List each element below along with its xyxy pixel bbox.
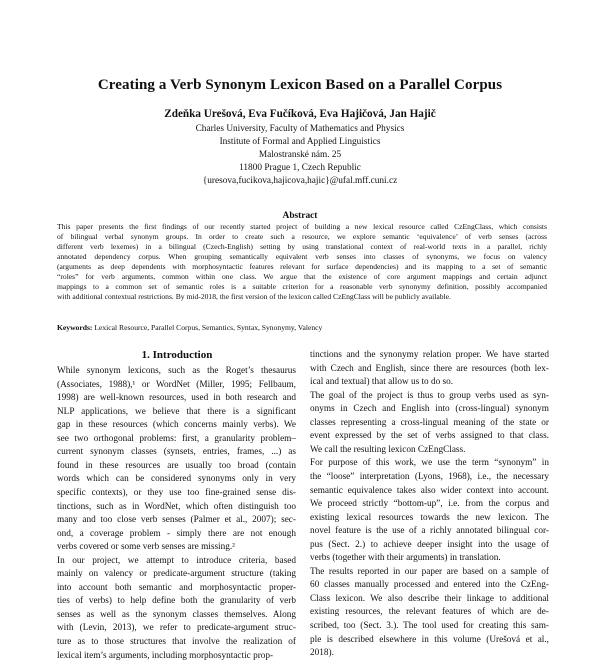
abstract-line: This paper presents the first findings of our recently started project of building a new lexical resource called CzEngClass, which consists (57, 222, 547, 231)
left-column-line: verbs covered or some verb senses are missing.² (57, 542, 235, 553)
affiliation-line: Charles University, Faculty of Mathematics and Physics (195, 124, 405, 134)
left-column-line: see two orthogonal problems: first, a granularity problem– (57, 433, 296, 444)
right-column-line: 2018). (310, 648, 334, 659)
affiliation-line: 11800 Prague 1, Czech Republic (239, 163, 361, 174)
right-column-line: novel feature is the use of a richly annotated bilingual cor- (310, 526, 549, 537)
right-column-line: classes representing a cross-lingual meaning of the state or (310, 417, 549, 428)
left-column-line: into account both semantic and morphosyntactic proper- (57, 582, 296, 593)
left-column-line: found in these resources are usually too broad (contain (57, 460, 296, 471)
left-column-line: ture as to those structures that involve the realization of (57, 637, 296, 647)
abstract-line: “roles” for verb arguments, common within one class. We argue that the existence of core argument mappings and certain adjunct (57, 272, 547, 282)
right-column-line: tinctions and the synonymy relation proper. We have started (310, 350, 549, 360)
right-column-line: event expressed by the set of verbs assigned to that class. (310, 431, 549, 442)
left-column-line: specific contexts), or they use too fine-grained sense dis- (57, 487, 296, 498)
right-column-line: 60 classes manually processed and entered into the CzEng- (310, 580, 549, 591)
right-column-line: semantic equivalence takes also wider context into account. (310, 485, 549, 496)
affiliation-line: {uresova,fucikova,hajicova,hajic}@ufal.mff.cuni.cz (202, 176, 398, 187)
abstract-line: annotated dependency corpus. When grouping semantically equivalent verb senses into classes of synonyms, we focus on valency (57, 252, 547, 262)
right-column-line: The results reported in our paper are based on a sample of (310, 566, 549, 577)
left-column-line: (Associates, 1988),¹ or WordNet (Miller, 1995; Fellbaum, (57, 379, 296, 390)
left-column-line: lexical item’s arguments, including morphosyntactic prop- (57, 650, 274, 661)
left-column-line: gap in these resources (which concerns mainly verbs). We (57, 420, 296, 431)
keywords-line (57, 323, 322, 332)
right-column-line: the “loose” interpretation (Lyons, 1968), i.e., the necessary (310, 471, 549, 482)
abstract-line: mappings to a common set of semantic roles is a suitable criterion for a reasonable verb synonymy definition, possibly accompanied (57, 282, 547, 292)
right-column-line: with Czech and English, since there are resources (both lex- (310, 363, 549, 374)
left-column-line: with (Levin, 2013), we refer to predicate-argument struc- (57, 623, 296, 634)
right-column-line: existing resources, the relevant features of which are de- (310, 607, 549, 618)
left-column-line: 1998) are well-known resources, used in both research and (57, 393, 296, 404)
right-column-line: ple is described elsewhere in this volume (Urešová et al., (310, 634, 549, 645)
right-column-line: For purpose of this work, we use the term “synonym” in (310, 458, 549, 469)
right-column-line: ical and textual) that allow us to do so. (310, 377, 454, 388)
left-column-line: While synonym lexicons, such as the Roget’s thesaurus (57, 366, 296, 376)
author-list: Zdeňka Urešová, Eva Fučíková, Eva Hajičová, Jan Hajič (164, 108, 436, 120)
left-column-line: current synonym classes (synsets, entries, frames, ...) as (57, 447, 296, 458)
right-column-line: The goal of the project is thus to group verbs used as syn- (310, 390, 549, 401)
left-column-line: many and too close verb senses (Palmer et al., 2007); sec- (57, 515, 296, 526)
right-column-line: onyms in Czech and English into (cross-lingual) synonym (310, 404, 549, 415)
left-column-line: tinctions, such as in WordNet, which often distinguish too (57, 501, 296, 512)
right-column-line: We proceed strictly “bottom-up”, i.e. from the corpus and (310, 499, 549, 510)
left-column-line: words which can be considered synonyms only in very (57, 474, 296, 485)
left-column-line: mainly on valency or predicate-argument structure (taking (57, 569, 296, 580)
left-column-line: In our project, we attempt to introduce criteria, based (57, 555, 296, 566)
keywords-label: Keywords: (57, 323, 93, 332)
right-column-line: existing lexical resources towards the new lexicon. The (310, 512, 549, 523)
abstract-line: with additional contextual restrictions. By mid-2018, the first version of the lexicon called CzEngClass will be publicly available. (57, 292, 451, 302)
abstract-heading: Abstract (282, 211, 318, 221)
right-column-line: pus (Sect. 2.) to achieve deeper insight into the usage of (310, 539, 549, 550)
section-heading-introduction: 1. Introduction (141, 349, 213, 361)
right-column-line: Class lexicon. We also describe their linkage to additional (310, 593, 549, 604)
affiliation-line: Malostranské nám. 25 (258, 150, 342, 161)
abstract-line: different verb lexemes) in a bilingual (Czech-English) setting by using translational context of real-world texts in a parallel, richly (57, 242, 547, 252)
paper-title: Creating a Verb Synonym Lexicon Based on a Parallel Corpus (97, 77, 503, 93)
abstract-line: of bilingual verbal synonym groups. In order to create such a resource, we explore semantic ‘equivalence’ of verb senses (across (57, 232, 547, 242)
right-column-line: scribed, too (Sect. 3.). The tool used for creating this sam- (310, 621, 549, 631)
right-column-line: We call the resulting lexicon CzEngClass. (310, 444, 466, 455)
right-column-line: verbs (together with their arguments) in translation. (310, 553, 501, 564)
left-column-line: NLP applications, we believe that there is a significant (57, 406, 296, 417)
left-column-line: ond, a coverage problem - simply there are not enough (57, 528, 296, 539)
affiliation-line: Institute of Formal and Applied Linguistics (219, 137, 381, 148)
abstract-line: (arguments as deep dependents with morphosyntactic features relevant for surface dependencies) and its mapping to a set of semantic (57, 262, 547, 272)
keywords-text: Lexical Resource, Parallel Corpus, Semantics, Syntax, Synonymy, Valency (94, 323, 323, 332)
left-column-line: senses as well as the synonym classes themselves. Along (57, 609, 296, 620)
left-column-line: ties of verbs) to help define both the granularity of verb (57, 596, 296, 607)
